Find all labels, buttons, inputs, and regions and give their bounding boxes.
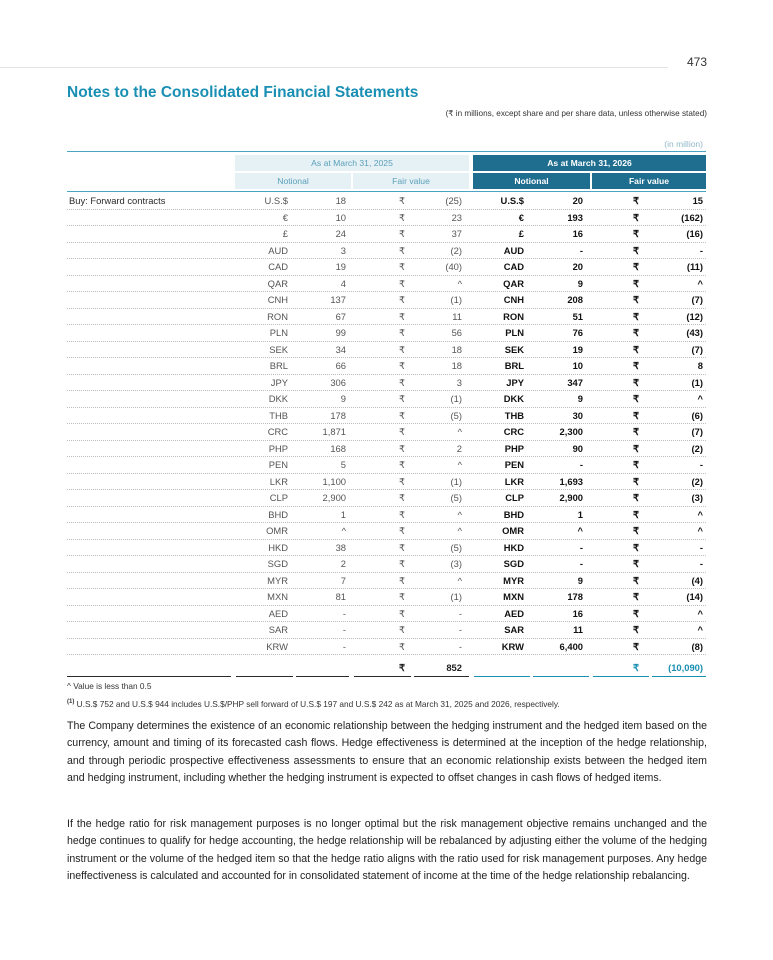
header-fair-value-2026: Fair value	[592, 173, 706, 189]
notional-2026: 19	[572, 343, 583, 355]
currency-2026: AED	[504, 607, 524, 619]
fair-value-2026: -	[699, 459, 703, 470]
rupee-2025: ₹	[399, 294, 405, 305]
fair-value-2026: ^	[697, 624, 703, 635]
table-row	[67, 408, 706, 425]
fair-value-2025: (5)	[450, 492, 462, 503]
fair-value-2025: (40)	[445, 261, 462, 272]
table-row	[67, 474, 706, 491]
rupee-2025: ₹	[399, 475, 405, 487]
rupee-2025: ₹	[399, 508, 405, 520]
currency-2026: PEN	[504, 459, 524, 470]
fair-value-2026: -	[699, 558, 703, 569]
page-number: 473	[686, 55, 707, 69]
total-underline	[593, 676, 649, 677]
notional-2025: 1,100	[322, 475, 346, 487]
rupee-2026: ₹	[633, 541, 639, 553]
rupee-2026: ₹	[633, 475, 639, 487]
total-rupee-2025: ₹	[399, 662, 405, 673]
fair-value-2025: (1)	[450, 475, 462, 487]
currency-2026: HKD	[503, 541, 524, 553]
table-row	[67, 424, 706, 441]
paragraph-economic-relationship: The Company determines the existence of an economic relationship between the hedging instrument and the hedged item based on the currency, amount and timing of its forecasted cash flows. Hedge effectiveness is determined at the inception of the hedge relationship, and through periodic prospective effectiveness assessments to ensure that an economic relationship exists between the hedged item and hedging instrument, including whether the hedging instrument is expected to offset changes in cash flows of hedged items.	[67, 720, 707, 785]
notional-2026: 2,300	[559, 426, 583, 437]
paragraph-hedge-rebalancing: If the hedge ratio for risk management purposes is no longer optimal but the risk management objective remains unchanged and the hedge continues to qualify for hedge accounting, the hedge relationship will be rebalanced by adjusting either the volume of the hedging instrument or the volume of the hedged item so that the hedge ratio aligns with the ratio used for risk management purposes. Any hedge ineffectiveness is calculated and accounted for in consolidated statement of income at the time of the hedge relationship rebalancing.	[67, 818, 707, 883]
notional-2026: 11	[573, 624, 583, 635]
fair-value-2025: (1)	[450, 294, 462, 305]
table-row	[67, 606, 706, 623]
currency-2025: £	[282, 228, 288, 239]
fair-value-2026: ^	[697, 607, 703, 619]
table-total-row	[67, 659, 706, 676]
table-row	[67, 259, 706, 276]
notional-2026: 10	[572, 360, 583, 371]
fair-value-2026: (11)	[686, 261, 703, 272]
table-row	[67, 309, 706, 326]
notional-2025: 2	[340, 558, 346, 569]
currency-2026: SAR	[504, 624, 524, 635]
notional-2026: 2,900	[559, 492, 583, 503]
notional-2025: 34	[335, 343, 346, 355]
notional-2025: 3	[340, 244, 346, 256]
rupee-2025: ₹	[399, 591, 405, 602]
notional-2025: ^	[341, 525, 346, 536]
currency-2025: CLP	[269, 492, 288, 503]
currency-2026: AUD	[503, 244, 524, 256]
footnote-1-marker: (1)	[67, 699, 75, 706]
header-fair-value-2025: Fair value	[353, 173, 469, 189]
fair-value-2026: 8	[697, 360, 703, 371]
notional-2026: -	[579, 541, 583, 553]
rupee-2025: ₹	[399, 228, 405, 239]
currency-2025: BRL	[269, 360, 288, 371]
rupee-2026: ₹	[633, 310, 639, 322]
fair-value-2026: (43)	[686, 327, 703, 338]
fair-value-2025: 18	[451, 343, 462, 355]
table-row	[67, 441, 706, 458]
currency-2025: AED	[268, 607, 288, 619]
fair-value-2026: (3)	[691, 492, 703, 503]
header-notional-2025: Notional	[235, 173, 351, 189]
notional-2025: 81	[335, 591, 346, 602]
table-row	[67, 342, 706, 359]
fair-value-2026: (2)	[691, 475, 703, 487]
table-row	[67, 556, 706, 573]
currency-2025: CRC	[267, 426, 288, 437]
table-top-rule	[67, 151, 706, 152]
currency-2026: OMR	[502, 525, 524, 536]
notional-2025: 1,871	[322, 426, 346, 437]
currency-2026: SGD	[503, 558, 524, 569]
notional-2026: 9	[577, 574, 583, 586]
rupee-2026: ₹	[633, 376, 639, 388]
notional-2026: 76	[572, 327, 583, 338]
currency-2026: CAD	[503, 261, 524, 272]
notional-2026: 20	[572, 195, 583, 206]
fair-value-2025: 37	[451, 228, 462, 239]
currency-2025: DKK	[268, 393, 288, 404]
notional-2026: 9	[577, 393, 583, 404]
fair-value-2025: ^	[457, 525, 462, 536]
fair-value-2026: (7)	[691, 294, 703, 305]
total-underline	[67, 676, 231, 677]
fair-value-2026: (16)	[686, 228, 703, 239]
table-row	[67, 540, 706, 557]
rupee-2026: ₹	[633, 442, 639, 454]
table-row	[67, 457, 706, 474]
row-divider	[67, 654, 706, 655]
currency-2026: CNH	[503, 294, 524, 305]
currency-2025: PHP	[268, 442, 288, 454]
header-notional-2026: Notional	[473, 173, 590, 189]
notional-2025: 4	[340, 277, 346, 289]
notional-2026: 347	[567, 376, 583, 388]
fair-value-2026: -	[699, 244, 703, 256]
currency-2025: THB	[269, 409, 288, 421]
currency-2026: PHP	[504, 442, 524, 454]
table-row	[67, 639, 706, 656]
table-row	[67, 523, 706, 540]
rupee-2025: ₹	[399, 624, 405, 635]
total-underline	[533, 676, 589, 677]
footnote-caret: ^ Value is less than 0.5	[67, 681, 152, 691]
notional-2025: 1	[340, 508, 346, 520]
page-title: Notes to the Consolidated Financial Statements	[67, 84, 419, 101]
fair-value-2025: ^	[457, 574, 462, 586]
notional-2026: 193	[567, 211, 583, 223]
currency-2025: SGD	[267, 558, 288, 569]
rupee-2025: ₹	[399, 343, 405, 355]
fair-value-2026: (7)	[691, 343, 703, 355]
rupee-2025: ₹	[399, 541, 405, 553]
rupee-2026: ₹	[633, 640, 639, 652]
currency-2026: SEK	[504, 343, 524, 355]
rupee-2025: ₹	[399, 195, 405, 206]
footnote-1	[67, 699, 560, 709]
fair-value-2026: ^	[697, 525, 703, 536]
fair-value-2026: ^	[697, 277, 703, 289]
rupee-2026: ₹	[633, 327, 639, 338]
notional-2025: 5	[340, 459, 346, 470]
table-row	[67, 325, 706, 342]
rupee-2025: ₹	[399, 492, 405, 503]
rupee-2026: ₹	[633, 244, 639, 256]
fair-value-2025: (3)	[450, 558, 462, 569]
notional-2025: 66	[335, 360, 346, 371]
rupee-2025: ₹	[399, 376, 405, 388]
notional-2025: 9	[340, 393, 346, 404]
table-row	[67, 276, 706, 293]
currency-2026: JPY	[506, 376, 524, 388]
notional-2025: -	[342, 607, 346, 619]
notional-2025: 168	[330, 442, 346, 454]
currency-2025: CNH	[267, 294, 288, 305]
notional-2025: 178	[330, 409, 346, 421]
rupee-2026: ₹	[633, 261, 639, 272]
rupee-2026: ₹	[633, 607, 639, 619]
currency-2025: HKD	[268, 541, 288, 553]
total-underline	[652, 676, 706, 677]
rupee-2025: ₹	[399, 426, 405, 437]
units-note: (₹ in millions, except share and per share data, unless otherwise stated)	[445, 109, 707, 118]
rupee-2026: ₹	[633, 343, 639, 355]
table-row	[67, 391, 706, 408]
table-row	[67, 243, 706, 260]
table-row	[67, 507, 706, 524]
currency-2026: CRC	[503, 426, 524, 437]
currency-2025: €	[282, 211, 288, 223]
rupee-2026: ₹	[633, 508, 639, 520]
notional-2025: 137	[330, 294, 346, 305]
currency-2026: €	[518, 211, 524, 223]
rupee-2026: ₹	[633, 624, 639, 635]
fair-value-2026: (4)	[691, 574, 703, 586]
notional-2026: 20	[572, 261, 583, 272]
fair-value-2026: (6)	[691, 409, 703, 421]
total-underline	[414, 676, 469, 677]
fair-value-2025: (1)	[450, 591, 462, 602]
currency-2026: BRL	[504, 360, 524, 371]
currency-2026: CLP	[505, 492, 524, 503]
forward-contracts-table	[67, 193, 706, 655]
rupee-2026: ₹	[633, 574, 639, 586]
currency-2025: AUD	[268, 244, 288, 256]
rupee-2025: ₹	[399, 360, 405, 371]
notional-2026: 30	[572, 409, 583, 421]
currency-2026: £	[518, 228, 524, 239]
fair-value-2025: -	[458, 640, 462, 652]
fair-value-2026: -	[699, 541, 703, 553]
table-row	[67, 226, 706, 243]
table-row	[67, 358, 706, 375]
notional-2025: 306	[330, 376, 346, 388]
rupee-2025: ₹	[399, 261, 405, 272]
fair-value-2025: ^	[457, 426, 462, 437]
notional-2026: 178	[567, 591, 583, 602]
notional-2026: 6,400	[559, 640, 583, 652]
total-underline	[236, 676, 293, 677]
currency-2026: LKR	[504, 475, 524, 487]
fair-value-2025: (1)	[450, 393, 462, 404]
currency-2026: MXN	[503, 591, 524, 602]
fair-value-2025: ^	[457, 459, 462, 470]
currency-2025: KRW	[266, 640, 288, 652]
total-fair-value-2026: (10,090)	[668, 662, 703, 673]
rupee-2026: ₹	[633, 393, 639, 404]
notional-2025: 38	[335, 541, 346, 553]
fair-value-2026: (1)	[691, 376, 703, 388]
total-underline	[474, 676, 530, 677]
fair-value-2026: (12)	[686, 310, 703, 322]
notional-2025: 24	[335, 228, 346, 239]
notional-2026: 90	[572, 442, 583, 454]
notional-2026: -	[579, 459, 583, 470]
fair-value-2025: 3	[456, 376, 462, 388]
rupee-2025: ₹	[399, 244, 405, 256]
table-row	[67, 193, 706, 210]
table-row	[67, 292, 706, 309]
notional-2025: -	[342, 640, 346, 652]
currency-2025: MYR	[267, 574, 288, 586]
currency-2025: CAD	[268, 261, 288, 272]
total-underline	[354, 676, 411, 677]
fair-value-2026: 15	[692, 195, 703, 206]
rupee-2026: ₹	[633, 492, 639, 503]
rupee-2025: ₹	[399, 409, 405, 421]
fair-value-2026: (7)	[691, 426, 703, 437]
notional-2025: 99	[335, 327, 346, 338]
currency-2025: SAR	[268, 624, 288, 635]
notional-2026: 208	[567, 294, 583, 305]
fair-value-2025: -	[458, 624, 462, 635]
notional-2025: -	[342, 624, 346, 635]
rupee-2026: ₹	[633, 211, 639, 223]
rupee-2025: ₹	[399, 277, 405, 289]
currency-2026: QAR	[503, 277, 524, 289]
fair-value-2026: (14)	[686, 591, 703, 602]
rupee-2026: ₹	[633, 558, 639, 569]
notional-2026: 51	[572, 310, 583, 322]
fair-value-2025: (5)	[450, 541, 462, 553]
rupee-2025: ₹	[399, 640, 405, 652]
currency-2026: U.S.$	[500, 195, 524, 206]
notional-2025: 67	[335, 310, 346, 322]
notional-2026: -	[579, 244, 583, 256]
rupee-2026: ₹	[633, 525, 639, 536]
total-fair-value-2025: 852	[446, 662, 462, 673]
notional-2026: 1	[577, 508, 583, 520]
notional-2026: ^	[577, 525, 583, 536]
rupee-2025: ₹	[399, 327, 405, 338]
notional-2026: 9	[577, 277, 583, 289]
currency-2025: BHD	[268, 508, 288, 520]
fair-value-2025: 11	[452, 310, 462, 322]
currency-2025: OMR	[266, 525, 288, 536]
currency-2026: THB	[504, 409, 524, 421]
fair-value-2026: (8)	[691, 640, 703, 652]
notional-2025: 7	[340, 574, 346, 586]
rupee-2026: ₹	[633, 426, 639, 437]
rupee-2026: ₹	[633, 294, 639, 305]
fair-value-2025: 2	[456, 442, 462, 454]
footnote-1-text: U.S.$ 752 and U.S.$ 944 includes U.S.$/PHP sell forward of U.S.$ 197 and U.S.$ 242 as at March 31, 2025 and 2026, respectively.	[76, 699, 560, 709]
rupee-2026: ₹	[633, 228, 639, 239]
currency-2026: RON	[503, 310, 524, 322]
currency-2025: PLN	[269, 327, 288, 338]
table-row	[67, 375, 706, 392]
notional-2026: 16	[572, 228, 583, 239]
table-row	[67, 210, 706, 227]
total-underline	[296, 676, 349, 677]
currency-2025: SEK	[269, 343, 288, 355]
fair-value-2026: ^	[697, 508, 703, 520]
notional-2025: 18	[335, 195, 346, 206]
fair-value-2025: ^	[457, 508, 462, 520]
rupee-2026: ₹	[633, 195, 639, 206]
table-header-rule	[67, 191, 706, 192]
currency-2025: MXN	[267, 591, 288, 602]
fair-value-2025: -	[458, 607, 462, 619]
rupee-2026: ₹	[633, 459, 639, 470]
rupee-2026: ₹	[633, 360, 639, 371]
notional-2025: 10	[335, 211, 346, 223]
currency-2025: RON	[267, 310, 288, 322]
rupee-2026: ₹	[633, 409, 639, 421]
rupee-2026: ₹	[633, 591, 639, 602]
rupee-2025: ₹	[399, 310, 405, 322]
rupee-2026: ₹	[633, 277, 639, 289]
currency-2025: PEN	[268, 459, 288, 470]
notional-2026: 16	[572, 607, 583, 619]
currency-2026: DKK	[503, 393, 524, 404]
rupee-2025: ₹	[399, 525, 405, 536]
fair-value-2026: (2)	[691, 442, 703, 454]
fair-value-2025: 56	[451, 327, 462, 338]
currency-2026: BHD	[503, 508, 524, 520]
rupee-2025: ₹	[399, 393, 405, 404]
header-2026: As at March 31, 2026	[473, 155, 706, 171]
currency-2025: JPY	[270, 376, 288, 388]
notional-2025: 19	[335, 261, 346, 272]
fair-value-2025: 23	[451, 211, 462, 223]
header-2025: As at March 31, 2025	[235, 155, 469, 171]
currency-2025: U.S.$	[264, 195, 288, 206]
rupee-2025: ₹	[399, 607, 405, 619]
fair-value-2025: (5)	[450, 409, 462, 421]
header-rule	[0, 67, 668, 68]
fair-value-2025: (2)	[450, 244, 462, 256]
notional-2025: 2,900	[322, 492, 346, 503]
fair-value-2025: (25)	[445, 195, 462, 206]
currency-2026: PLN	[505, 327, 524, 338]
table-row	[67, 490, 706, 507]
total-rupee-2026: ₹	[633, 662, 639, 673]
currency-2026: MYR	[503, 574, 524, 586]
row-label: Buy: Forward contracts	[69, 195, 166, 206]
fair-value-2025: 18	[451, 360, 462, 371]
table-row	[67, 622, 706, 639]
currency-2025: QAR	[267, 277, 288, 289]
table-row	[67, 573, 706, 590]
table-row	[67, 589, 706, 606]
currency-2025: LKR	[269, 475, 288, 487]
notional-2026: 1,693	[559, 475, 583, 487]
fair-value-2025: ^	[457, 277, 462, 289]
fair-value-2026: ^	[697, 393, 703, 404]
table-unit-label: (in million)	[664, 139, 703, 149]
rupee-2025: ₹	[399, 574, 405, 586]
fair-value-2026: (162)	[681, 211, 703, 223]
rupee-2025: ₹	[399, 558, 405, 569]
rupee-2025: ₹	[399, 211, 405, 223]
rupee-2025: ₹	[399, 459, 405, 470]
rupee-2025: ₹	[399, 442, 405, 454]
currency-2026: KRW	[501, 640, 524, 652]
notional-2026: -	[579, 558, 583, 569]
